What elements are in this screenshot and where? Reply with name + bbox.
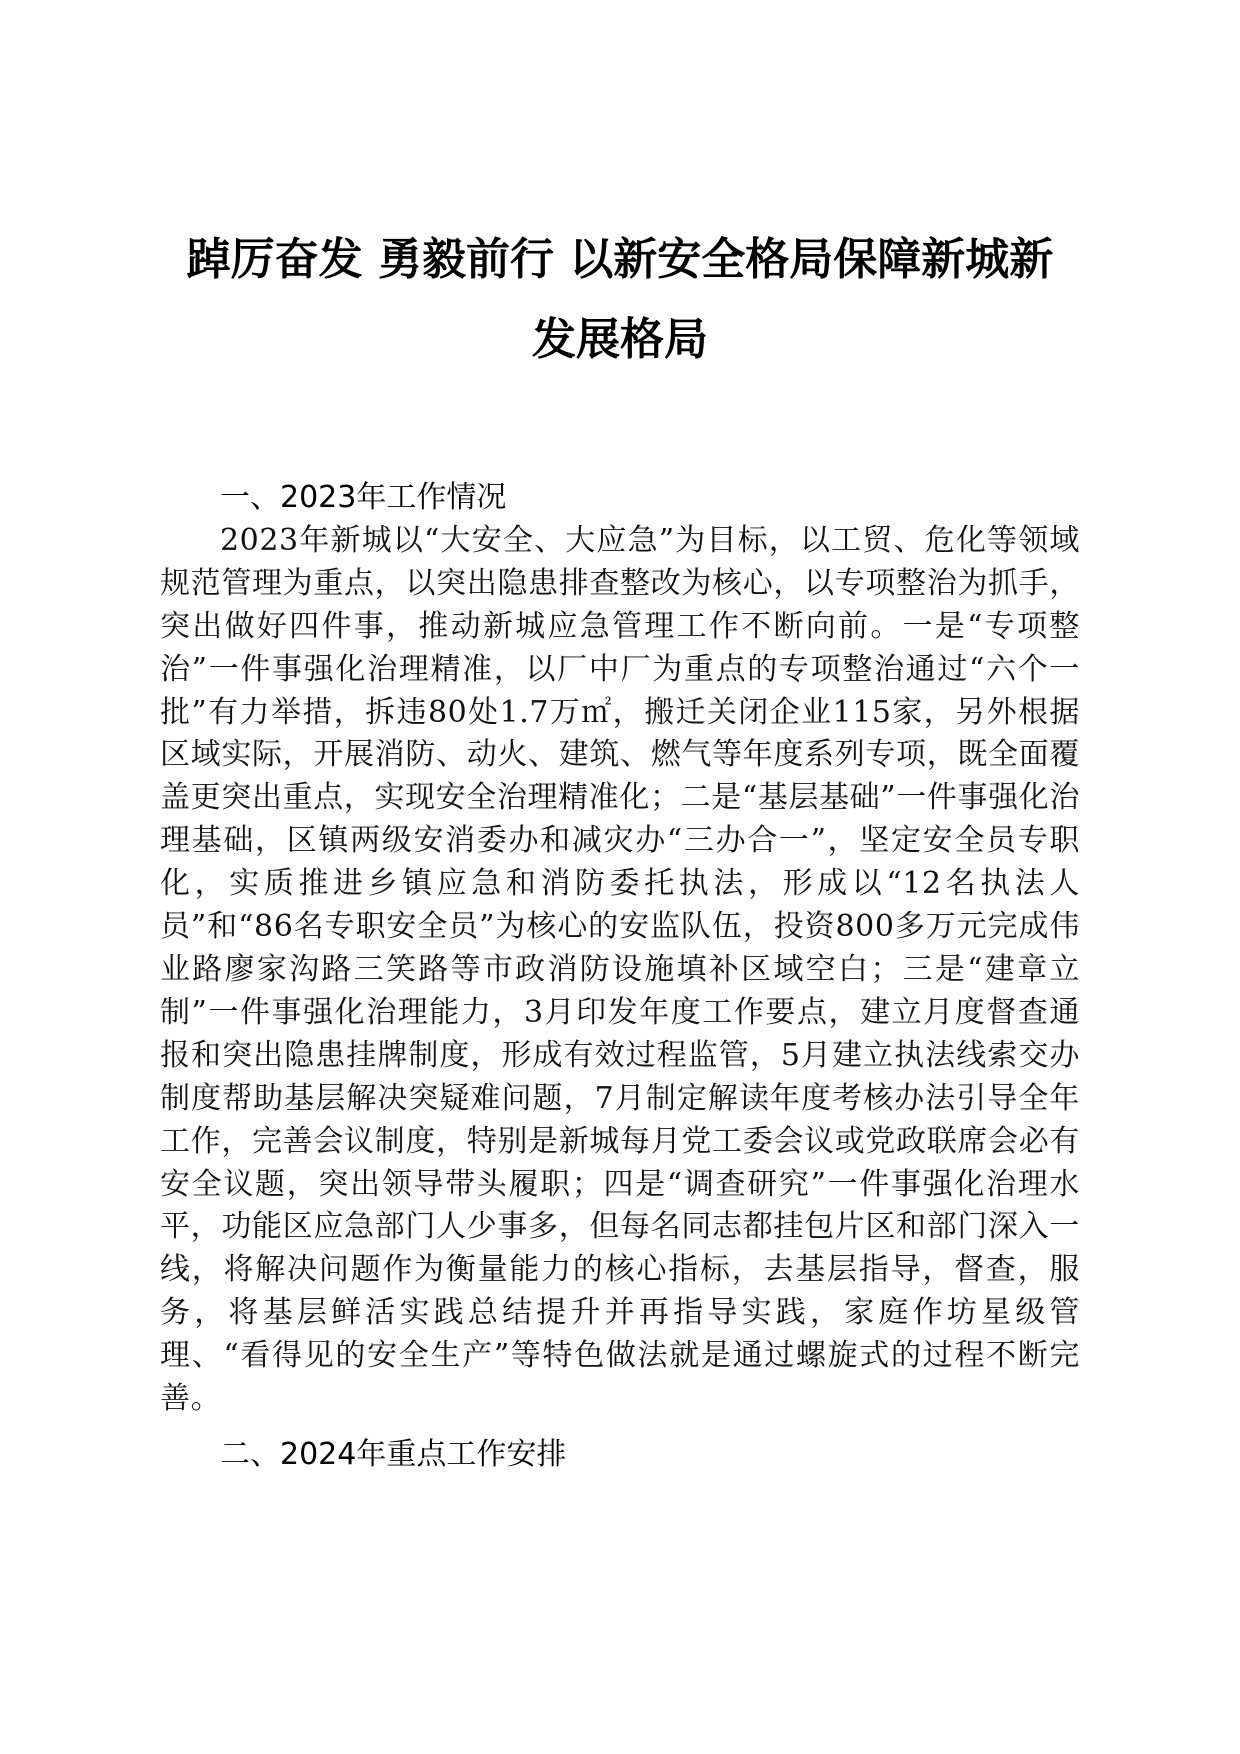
section-1-paragraph: 2023年新城以“大安全、大应急”为目标，以工贸、危化等领域规范管理为重点，以突出隐患排查整改为核心，以专项整治为抓手，突出做好四件事，推动新城应急管理工作不断向前。一是“专项整治”一件事强化治理精准，以厂中厂为重点的专项整治通过“六个一批”有力举措，拆违80处1.7万㎡，搬迁关闭企业115家，另外根据区域实际，开展消防、动火、建筑、燃气等年度系列专项，既全面覆盖更突出重点，实现安全治理精准化；二是“基层基础”一件事强化治理基础，区镇两级安消委办和减灾办“三办合一”，坚定安全员专职化，实质推进乡镇应急和消防委托执法，形成以“12名执法人员”和“86名专职安全员”为核心的安监队伍，投资800多万元完成伟业路廖家沟路三笑路等市政消防设施填补区域空白；三是“建章立制”一件事强化治理能力，3月印发年度工作要点，建立月度督查通报和突出隐患挂牌制度，形成有效过程监管，5月建立执法线索交办制度帮助基层解决突疑难问题，7月制定解读年度考核办法引导全年工作，完善会议制度，特别是新城每月党工委会议或党政联席会必有安全议题，突出领导带头履职；四是“调查研究”一件事强化治理水平，功能区应急部门人少事多，但每名同志都挂包片区和部门深入一线，将解决问题作为衡量能力的核心指标，去基层指导，督查，服务，将基层鲜活实践总结提升并再指导实践，家庭作坊星级管理、“看得见的安全生产”等特色做法就是通过螺旋式的过程不断完善。 [160,522,1080,1417]
title-line-2: 发展格局 [532,314,708,365]
section-2-heading: 二、2024年重点工作安排 [220,1436,567,1472]
section-1-heading: 一、2023年工作情况 [220,480,507,515]
document-body [160,477,1080,1477]
document-title [150,220,1090,380]
title-line-1: 踔厉奋发 勇毅前行 以新安全格局保障新城新 [186,234,1054,285]
